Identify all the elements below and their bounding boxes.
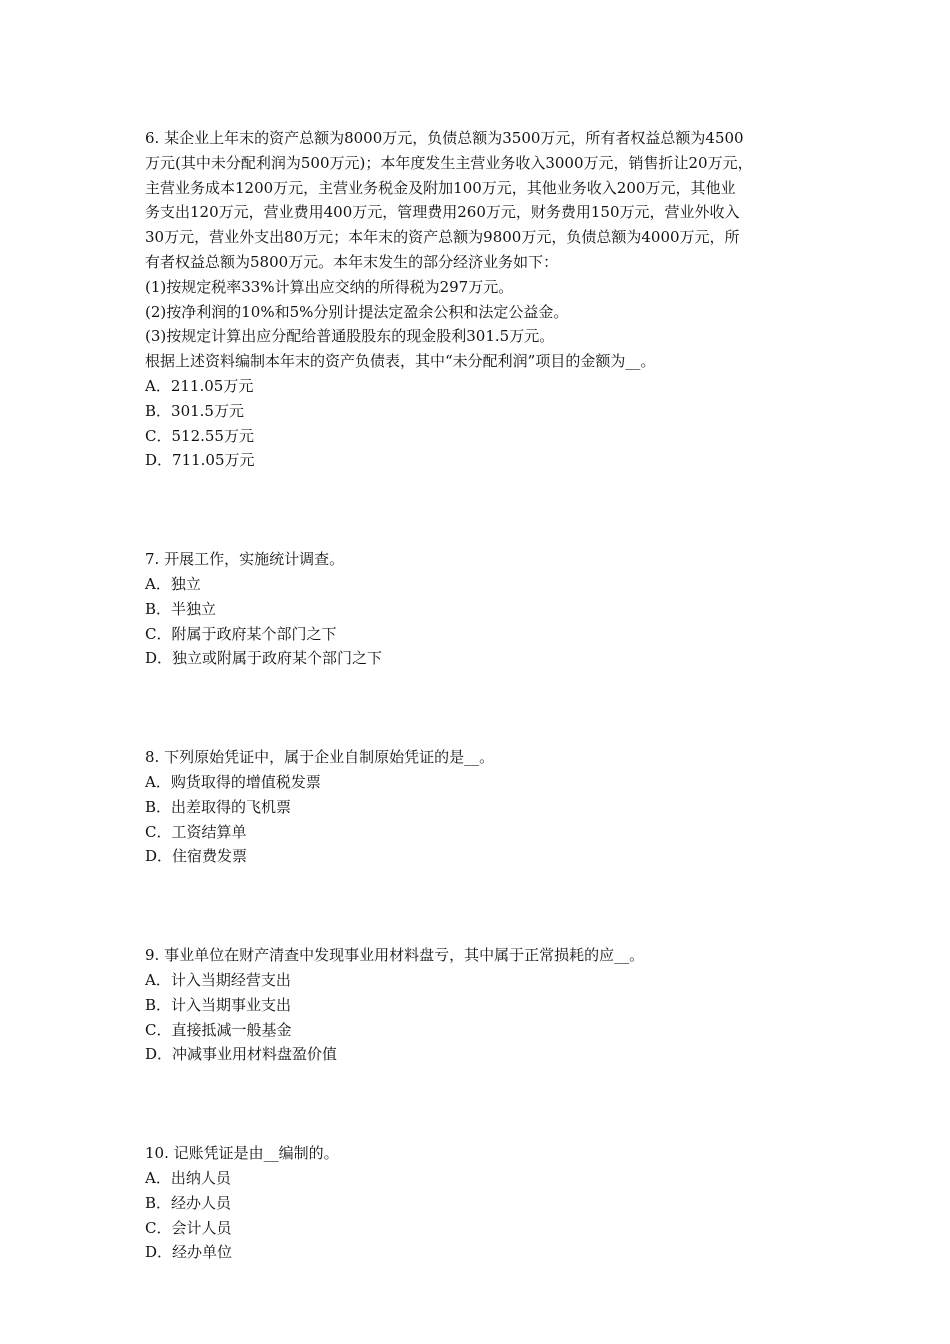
question-6 — [145, 126, 813, 473]
option-b: B．经办人员 — [145, 1193, 232, 1212]
question-9 — [145, 943, 813, 1067]
question-stem-line: 务支出120万元，营业费用400万元，管理费用260万元，财务费用150万元，营业外收入 — [145, 203, 740, 222]
question-stem-line: (3)按规定计算出应分配给普通股股东的现金股利301.5万元。 — [145, 327, 555, 346]
option-a: A．计入当期经营支出 — [145, 970, 291, 989]
question-spacer — [145, 869, 813, 943]
option-d: D．经办单位 — [145, 1243, 233, 1262]
question-stem-line: 30万元，营业外支出80万元；本年末的资产总额为9800万元，负债总额为4000万元，所 — [145, 228, 740, 247]
question-stem-line: 有者权益总额为5800万元。本年末发生的部分经济业务如下： — [145, 252, 559, 271]
question-8 — [145, 745, 813, 869]
question-stem-line: 6. 某企业上年末的资产总额为8000万元，负债总额为3500万元，所有者权益总额为4500 — [145, 129, 744, 147]
question-stem-line: 主营业务成本1200万元，主营业务税金及附加100万元，其他业务收入200万元，其他业 — [145, 178, 736, 197]
question-spacer — [145, 1067, 813, 1141]
question-stem-line: 9. 事业单位在财产清查中发现事业用材料盘亏，其中属于正常损耗的应__。 — [145, 946, 645, 965]
question-spacer — [145, 671, 813, 745]
question-10 — [145, 1141, 813, 1265]
option-c: C．附属于政府某个部门之下 — [145, 624, 337, 643]
option-c: C．直接抵减一般基金 — [145, 1020, 292, 1039]
question-stem-line: 8. 下列原始凭证中，属于企业自制原始凭证的是__。 — [145, 748, 495, 767]
option-a: A．独立 — [145, 574, 201, 593]
question-stem-line: 万元(其中未分配利润为500万元)；本年度发生主营业务收入3000万元，销售折让20万元， — [145, 153, 753, 172]
question-stem-line: 根据上述资料编制本年末的资产负债表，其中“未分配利润”项目的金额为__。 — [145, 352, 656, 371]
question-stem-line: (2)按净利润的10%和5%分别计提法定盈余公积和法定公益金。 — [145, 302, 569, 321]
option-c: C．512.55万元 — [145, 426, 254, 445]
option-d: D．冲减事业用材料盘盈价值 — [145, 1045, 338, 1064]
option-c: C．工资结算单 — [145, 822, 247, 841]
option-d: D．独立或附属于政府某个部门之下 — [145, 649, 383, 668]
option-a: A．出纳人员 — [145, 1168, 231, 1187]
option-c: C．会计人员 — [145, 1218, 232, 1237]
option-b: B．出差取得的飞机票 — [145, 797, 292, 816]
question-spacer — [145, 473, 813, 547]
option-b: B．计入当期事业支出 — [145, 995, 292, 1014]
option-a: A．购货取得的增值税发票 — [145, 772, 321, 791]
option-b: B．半独立 — [145, 599, 217, 618]
option-d: D．711.05万元 — [145, 451, 255, 470]
question-stem-line: 10. 记账凭证是由__编制的。 — [145, 1144, 339, 1163]
question-7 — [145, 547, 813, 671]
option-a: A．211.05万元 — [145, 376, 254, 395]
option-b: B．301.5万元 — [145, 401, 244, 420]
question-stem-line: (1)按规定税率33%计算出应交纳的所得税为297万元。 — [145, 277, 514, 296]
option-d: D．住宿费发票 — [145, 847, 248, 866]
document-page — [145, 126, 813, 1265]
question-stem-line: 7. 开展工作，实施统计调查。 — [145, 550, 345, 569]
